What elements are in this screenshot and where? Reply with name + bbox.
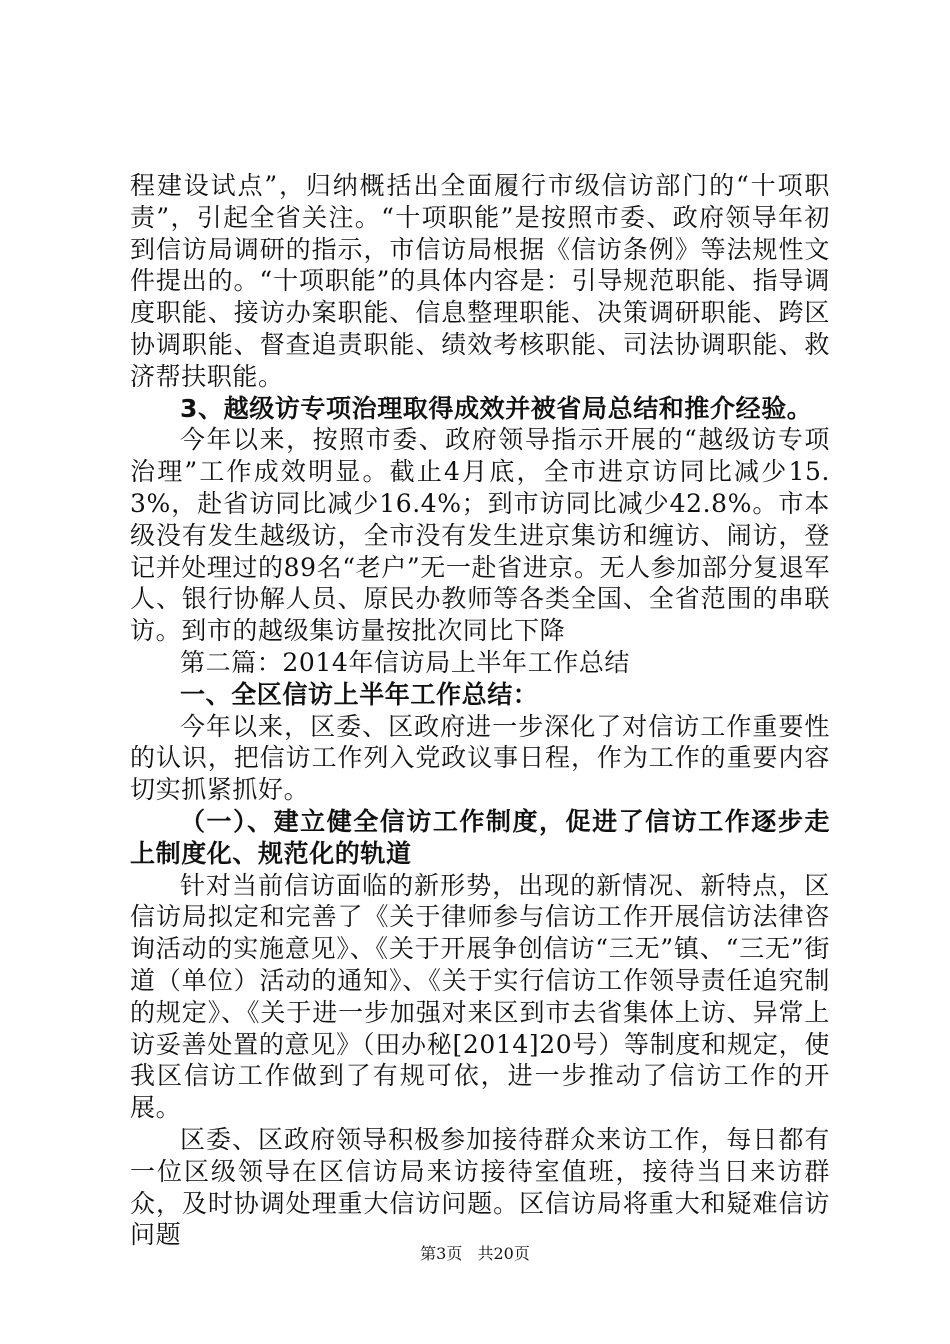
page-number: 第3页 — [420, 1244, 463, 1263]
page-total: 共20页 — [477, 1244, 530, 1263]
paragraph-ten-functions: 程建设试点”，归纳概括出全面履行市级信访部门的“十项职责”，引起全省关注。“十项职能”是按照市委、政府领导年初到信访局调研的指示，市信访局根据《信访条例》等法规性文件提出的。“十项职能”的具体内容是：引导规范职能、指导调度职能、接访办案职能、信息整理职能、决策调研职能、跨区协调职能、督查追责职能、绩效考核职能、司法协调职能、救济帮扶职能。 — [130, 171, 830, 391]
document-body — [130, 170, 830, 1251]
subsection-heading-1: （一）、建立健全信访工作制度，促进了信访工作逐步走上制度化、规范化的轨道 — [130, 806, 830, 868]
paragraph-regulations: 针对当前信访面临的新形势，出现的新情况、新特点，区信访局拟定和完善了《关于律师参与信访工作开展信访法律咨询活动的实施意见》、《关于开展争创信访“三无”镇、“三无”街道（单位）活动的通知》、《关于实行信访工作领导责任追究制的规定》、《关于进一步加强对来区到市去省集体上访、异常上访妥善处置的意见》（田办秘[2014]20号）等制度和规定，使我区信访工作做到了有规可依，进一步推动了信访工作的开展。 — [130, 870, 830, 1123]
section-heading-1: 一、全区信访上半年工作总结： — [180, 679, 539, 709]
chapter-title: 第二篇：2014年信访局上半年工作总结 — [180, 647, 631, 677]
paragraph-intro: 今年以来，区委、区政府进一步深化了对信访工作重要性的认识，把信访工作列入党政议事日程，作为工作的重要内容切实抓紧抓好。 — [130, 711, 830, 805]
section-heading-3: 3、越级访专项治理取得成效并被省局总结和推介经验。 — [180, 393, 813, 423]
paragraph-leadership: 区委、区政府领导积极参加接待群众来访工作，每日都有一位区级领导在区信访局来访接待室值班，接待当日来访群众，及时协调处理重大信访问题。区信访局将重大和疑难信访问题 — [130, 1124, 830, 1250]
paragraph-petition-results: 今年以来，按照市委、政府领导指示开展的“越级访专项治理”工作成效明显。截止4月底，全市进京访同比减少15.3%，赴省访同比减少16.4%；到市访同比减少42.8%。市本级没有发生越级访，全市没有发生进京集访和缠访、闹访，登记并处理过的89名“老户”无一赴省进京。无人参加部分复退军人、银行协解人员、原民办教师等各类全国、全省范围的串联访。到市的越级集访量按批次同比下降 — [130, 425, 830, 646]
page-footer — [0, 1244, 950, 1264]
